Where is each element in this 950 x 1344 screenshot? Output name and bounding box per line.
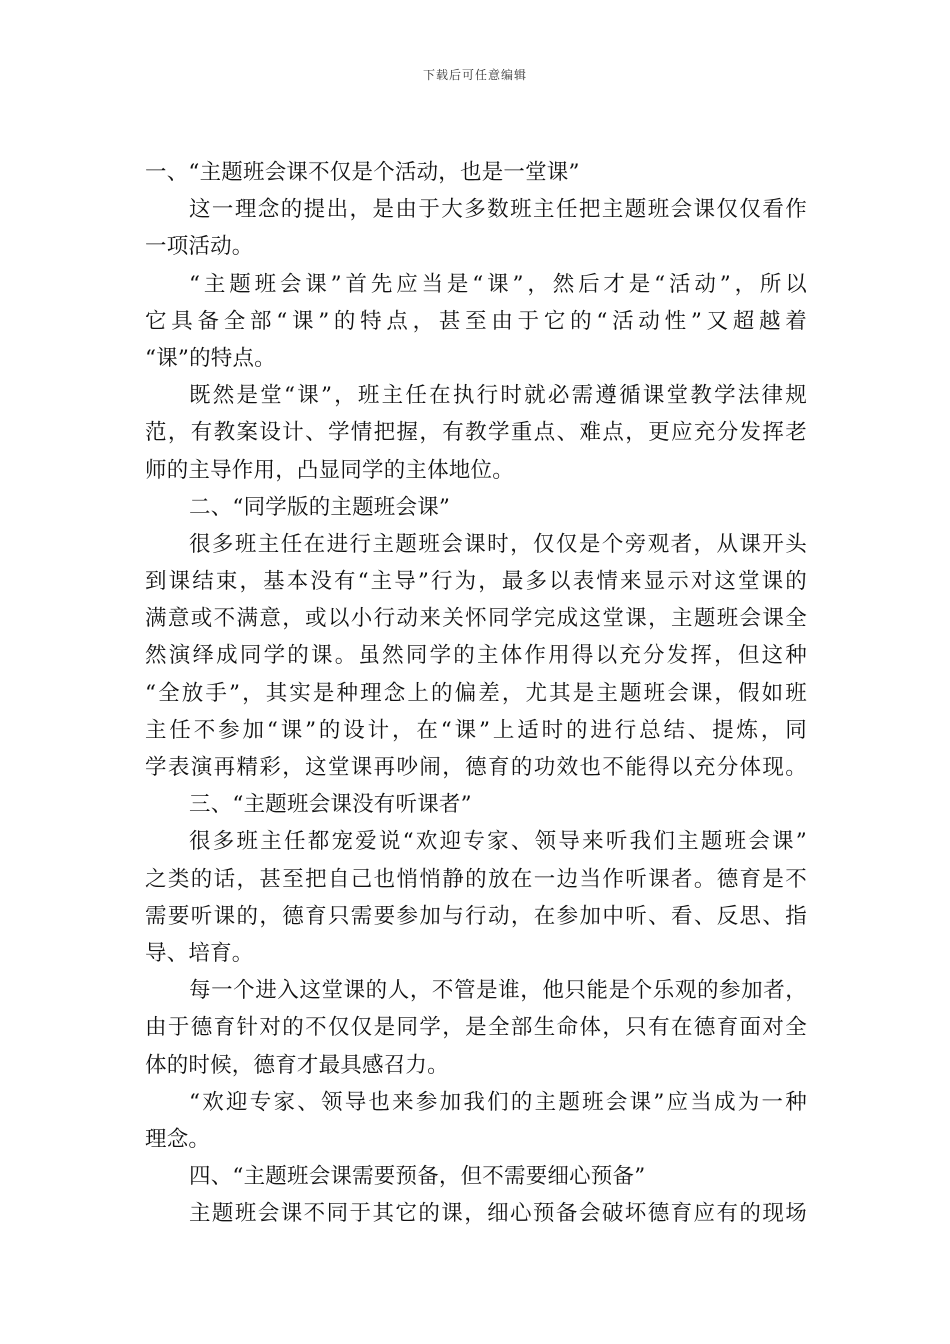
doc-line: 很多班主任在进行主题班会课时，仅仅是个旁观者，从课开头: [189, 531, 807, 557]
doc-line: “欢迎专家、领导也来参加我们的主题班会课”应当成为一种: [189, 1089, 807, 1115]
doc-line: 一、“主题班会课不仅是个活动，也是一堂课”: [145, 160, 580, 185]
doc-line: 满意或不满意，或以小行动来关怀同学完成这堂课，主题班会课全: [145, 606, 807, 632]
doc-line: 既然是堂“课”，班主任在执行时就必需遵循课堂教学法律规: [189, 383, 807, 409]
doc-line: 学表演再精彩，这堂课再吵闹，德育的功效也不能得以充分体现。: [145, 755, 807, 780]
doc-line: “主题班会课”首先应当是“课”，然后才是“活动”，所以: [189, 271, 807, 297]
doc-line: 需要听课的，德育只需要参加与行动，在参加中听、看、反思、指: [145, 903, 807, 929]
section-heading: 二、“同学版的主题班会课”: [189, 494, 451, 520]
doc-line: 它具备全部“课”的特点，甚至由于它的“活动性”又超越着: [145, 308, 807, 334]
doc-line: 师的主导作用，凸显同学的主体地位。: [145, 457, 514, 483]
doc-line: 范，有教案设计、学情把握，有教学重点、难点，更应充分发挥老: [145, 420, 807, 446]
doc-line: 之类的话，甚至把自己也悄悄静的放在一边当作听课者。德育是不: [145, 866, 807, 892]
doc-line: 然演绎成同学的课。虽然同学的主体作用得以充分发挥，但这种: [145, 643, 807, 669]
doc-line: 主任不参加“课”的设计，在“课”上适时的进行总结、提炼，同: [145, 717, 807, 743]
doc-line: 每一个进入这堂课的人，不管是谁，他只能是个乐观的参加者，: [189, 978, 807, 1004]
doc-line: 到课结束，基本没有“主导”行为，最多以表情来显示对这堂课的: [145, 569, 807, 595]
doc-line: 由于德育针对的不仅仅是同学，是全部生命体，只有在德育面对全: [145, 1015, 807, 1041]
doc-line: “全放手”，其实是种理念上的偏差，尤其是主题班会课，假如班: [145, 680, 807, 706]
doc-line: 体的时候，德育才最具感召力。: [145, 1052, 449, 1078]
section-heading: 四、“主题班会课需要预备，但不需要细心预备”: [189, 1164, 646, 1190]
document-body: [145, 154, 807, 1232]
section-heading: 三、“主题班会课没有听课者”: [189, 792, 472, 818]
doc-line: 这一理念的提出，是由于大多数班主任把主题班会课仅仅看作: [189, 197, 807, 223]
doc-line: 理念。: [145, 1126, 211, 1152]
doc-line: 导、培育。: [145, 940, 254, 966]
page-header: 下载后可任意编辑: [422, 68, 527, 82]
doc-line: 一项活动。: [145, 234, 254, 260]
doc-line: 主题班会课不同于其它的课，细心预备会破坏德育应有的现场: [189, 1201, 807, 1227]
doc-line: “课”的特点。: [145, 345, 276, 371]
doc-line: 很多班主任都宠爱说“欢迎专家、领导来听我们主题班会课”: [189, 829, 807, 855]
